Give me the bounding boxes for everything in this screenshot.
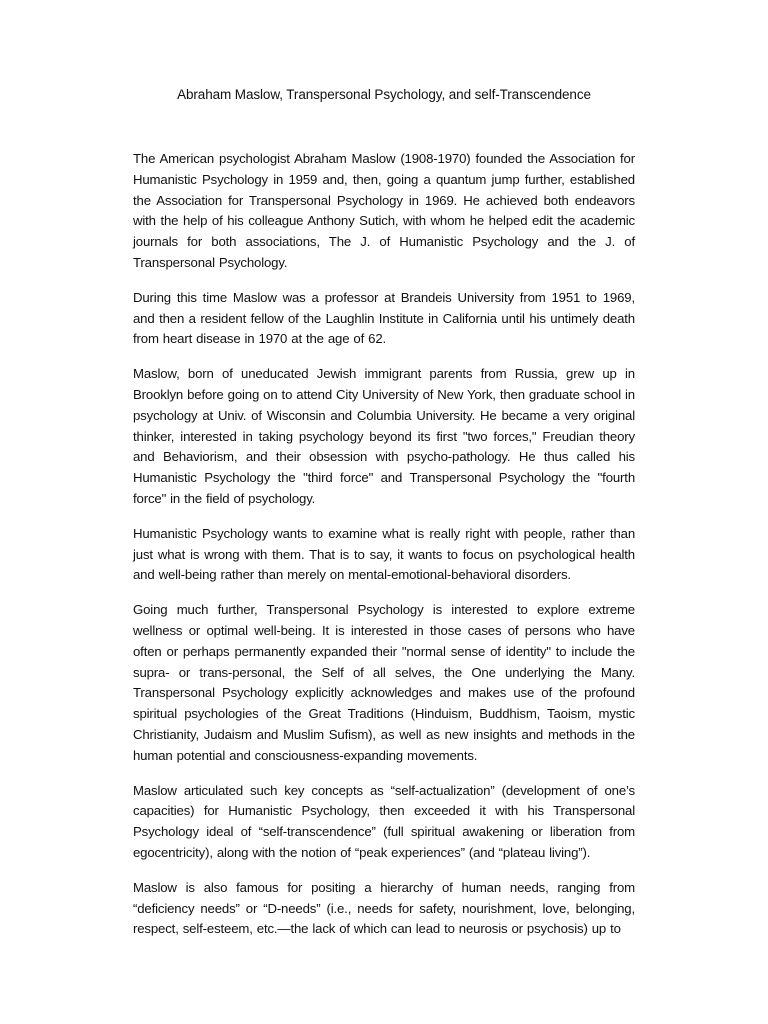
paragraph-humanistic: Humanistic Psychology wants to examine what is really right with people, rather than just what is wrong with them. That is to say, it wants to focus on psychological health and well-being rather than merely on mental-emotional-behavioral disorders.	[133, 525, 635, 583]
paragraph-hierarchy: Maslow is also famous for positing a hierarchy of human needs, ranging from “deficiency needs” or “D-needs” (i.e., needs for safety, nourishment, love, belonging, respect, self-esteem, etc.—the lack of which can lead to neurosis or psychosis) up to	[133, 879, 635, 937]
paragraph-key-concepts: Maslow articulated such key concepts as “self-actualization” (development of one’s capacities) for Humanistic Psychology, then exceeded it with his Transpersonal Psychology ideal of “self-transcendence” (full spiritual awakening or liberation from egocentricity), along with the notion of “peak experiences” (and “plateau living”).	[133, 782, 635, 860]
paragraph-background: Maslow, born of uneducated Jewish immigrant parents from Russia, grew up in Brooklyn before going on to attend City University of New York, then graduate school in psychology at Univ. of Wisconsin and Columbia University. He became a very original thinker, interested in taking psychology beyond its first "two forces," Freudian theory and Behaviorism, and their obsession with psycho-pathology. He thus called his Humanistic Psychology the "third force" and Transpersonal Psychology the "fourth force" in the field of psychology.	[133, 366, 635, 506]
paragraph-brandeis: During this time Maslow was a professor at Brandeis University from 1951 to 1969, and then a resident fellow of the Laughlin Institute in California until his untimely death from heart disease in 1970 at the age of 62.	[133, 289, 635, 347]
paragraph-founding: The American psychologist Abraham Maslow (1908-1970) founded the Association for Humanistic Psychology in 1959 and, then, going a quantum jump further, established the Association for Transpersonal Psychology in 1969. He achieved both endeavors with the help of his colleague Anthony Sutich, with whom he helped edit the academic journals for both associations, The J. of Humanistic Psychology and the J. of Transpersonal Psychology.	[133, 151, 635, 270]
paragraph-transpersonal: Going much further, Transpersonal Psychology is interested to explore extreme wellness or optimal well-being. It is interested in those cases of persons who have often or perhaps permanently expanded their "normal sense of identity" to include the supra- or trans-personal, the Self of all selves, the One underlying the Many. Transpersonal Psychology explicitly acknowledges and makes use of the profound spiritual psychologies of the Great Traditions (Hinduism, Buddhism, Taoism, mystic Christianity, Judaism and Muslim Sufism), as well as new insights and methods in the human potential and consciousness-expanding movements.	[133, 602, 635, 763]
document-body	[133, 149, 635, 954]
document-title: Abraham Maslow, Transpersonal Psychology, and self-Transcendence	[177, 87, 591, 102]
